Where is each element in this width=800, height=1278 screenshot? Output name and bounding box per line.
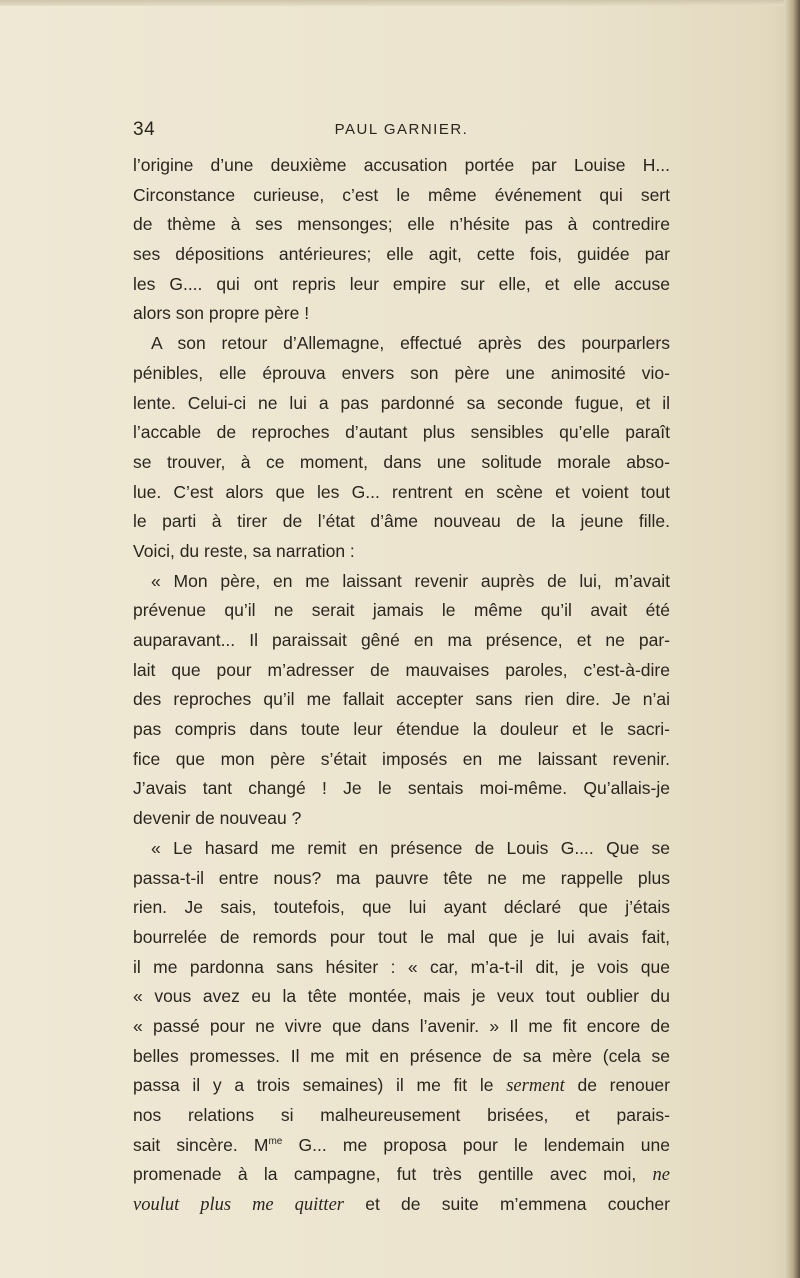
- text-line: alors son propre père !: [133, 303, 310, 324]
- text-line: il me pardonna sans hésiter : « car, m’a-t-il dit, je vois que: [133, 956, 670, 977]
- text-line: pas compris dans toute leur étendue la douleur et le sacri-: [133, 719, 670, 740]
- text-line: devenir de nouveau ?: [133, 808, 302, 829]
- text-line: lue. C’est alors que les G... rentrent en scène et voient tout: [133, 481, 670, 502]
- text-line: A son retour d’Allemagne, effectué après des pourparlers: [151, 333, 670, 354]
- running-head: PAUL GARNIER.: [334, 121, 469, 138]
- superscript: me: [268, 1135, 283, 1147]
- text-line: Voici, du reste, sa narration :: [133, 540, 355, 561]
- page-binding-edge: [784, 0, 800, 1278]
- italic-text: ne: [652, 1165, 670, 1186]
- text-line: des reproches qu’il me fallait accepter sans rien dire. Je n’ai: [133, 689, 670, 710]
- text-line: « vous avez eu la tête montée, mais je veux tout oublier du: [133, 986, 670, 1007]
- text-line: belles promesses. Il me mit en présence de sa mère (cela se: [133, 1045, 670, 1066]
- text-line: lait que pour m’adresser de mauvaises paroles, c’est-à-dire: [133, 659, 670, 680]
- text-line: lente. Celui-ci ne lui a pas pardonné sa seconde fugue, et il: [133, 392, 670, 413]
- text-line: Circonstance curieuse, c’est le même événement qui sert: [133, 184, 670, 205]
- text-line: promenade à la campagne, fut très gentille avec moi, ne: [133, 1164, 670, 1186]
- text-line: pénibles, elle éprouva envers son père une animosité vio-: [133, 362, 670, 383]
- text-line: « Mon père, en me laissant revenir auprès de lui, m’avait: [151, 570, 670, 591]
- text-line: l’accable de reproches d’autant plus sensibles qu’elle paraît: [133, 422, 670, 443]
- italic-text: voulut plus me quitter: [133, 1195, 344, 1216]
- text-line: fice que mon père s’était imposés en me laissant revenir.: [133, 748, 670, 769]
- text-line: nos relations si malheureusement brisées, et parais-: [133, 1105, 670, 1125]
- text-line: ses dépositions antérieures; elle agit, cette fois, guidée par: [133, 244, 670, 265]
- italic-text: serment: [506, 1076, 565, 1097]
- text-line: auparavant... Il paraissait gêné en ma présence, et ne par-: [133, 630, 670, 650]
- text-line: passa il y a trois semaines) il me fit le serment de renouer: [133, 1075, 670, 1097]
- text-line: passa-t-il entre nous? ma pauvre tête ne me rappelle plus: [133, 867, 670, 888]
- text-line: les G.... qui ont repris leur empire sur elle, et elle accuse: [133, 273, 670, 294]
- text-line: « passé pour ne vivre que dans l’avenir. » Il me fit encore de: [133, 1015, 670, 1036]
- text-line: voulut plus me quitter et de suite m’emmena coucher: [133, 1194, 670, 1216]
- text-line: de thème à ses mensonges; elle n’hésite pas à contredire: [133, 214, 670, 235]
- text-line: « Le hasard me remit en présence de Louis G.... Que se: [151, 837, 670, 858]
- page-top-edge: [0, 0, 800, 6]
- page-header: [133, 119, 670, 143]
- text-line: rien. Je sais, toutefois, que lui ayant déclaré que j’étais: [133, 897, 670, 918]
- page-number: 34: [133, 119, 156, 140]
- text-line: l’origine d’une deuxième accusation portée par Louise H...: [133, 155, 670, 175]
- text-line: le parti à tirer de l’état d’âme nouveau de la jeune fille.: [133, 511, 670, 532]
- text-line: prévenue qu’il ne serait jamais le même qu’il avait été: [133, 600, 670, 621]
- text-line: J’avais tant changé ! Je le sentais moi-même. Qu’allais-je: [133, 778, 670, 799]
- text-line: bourrelée de remords pour tout le mal que je lui avais fait,: [133, 926, 670, 947]
- body-text: [133, 151, 670, 1220]
- text-line: se trouver, à ce moment, dans une solitude morale abso-: [133, 451, 670, 472]
- text-line: sait sincère. $M^{me}$ G... me proposa pour le lendemain une: [133, 1134, 670, 1155]
